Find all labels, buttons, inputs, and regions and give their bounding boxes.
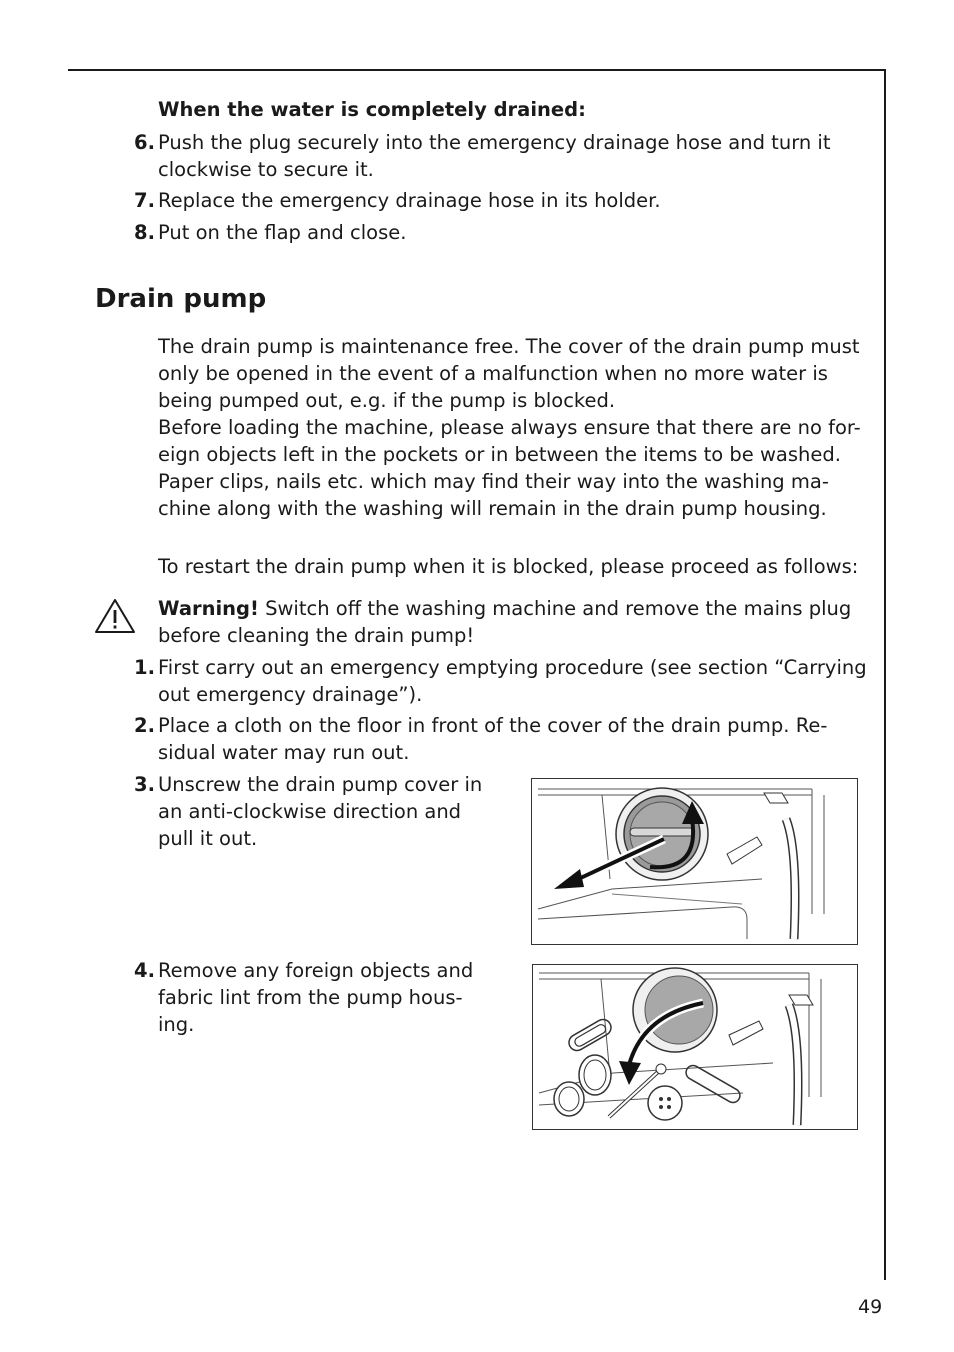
- step-number: 7.: [134, 189, 155, 212]
- warning-line: [158, 595, 851, 622]
- step-text: Push the plug securely into the emergency drainage hose and turn it: [158, 131, 831, 154]
- step-text: an anti-clockwise direction and: [158, 800, 462, 823]
- step-text: Remove any foreign objects and: [158, 959, 474, 982]
- figure-unscrew-cover: [531, 778, 858, 945]
- warning-text: Switch off the washing machine and remove the mains plug: [258, 597, 852, 620]
- intro-line: Paper clips, nails etc. which may find their way into the washing ma-: [158, 470, 829, 493]
- step-text: fabric lint from the pump hous-: [158, 986, 463, 1009]
- step-number: 3.: [134, 773, 155, 796]
- step-number: 8.: [134, 221, 155, 244]
- step-text: sidual water may run out.: [158, 741, 410, 764]
- step-number: 6.: [134, 131, 155, 154]
- restart-text: To restart the drain pump when it is blocked, please proceed as follows:: [158, 555, 859, 578]
- remove-objects-illustration: [533, 965, 857, 1129]
- intro-line: eign objects left in the pockets or in between the items to be washed.: [158, 443, 841, 466]
- warning-triangle-icon: [94, 598, 136, 634]
- figure-remove-objects: [532, 964, 858, 1130]
- step-number: 1.: [134, 656, 155, 679]
- right-rule: [884, 70, 886, 1280]
- intro-line: only be opened in the event of a malfunction when no more water is: [158, 362, 828, 385]
- warning-line-2: before cleaning the drain pump!: [158, 624, 475, 647]
- step-number: 4.: [134, 959, 155, 982]
- warning-label: Warning!: [158, 597, 259, 620]
- step-text: Unscrew the drain pump cover in: [158, 773, 483, 796]
- step-text: out emergency drainage”).: [158, 683, 423, 706]
- step-text: Put on the flap and close.: [158, 221, 407, 244]
- step-text: pull it out.: [158, 827, 258, 850]
- step-text: clockwise to secure it.: [158, 158, 374, 181]
- page-number: 49: [858, 1296, 883, 1318]
- step-text: Replace the emergency drainage hose in its holder.: [158, 189, 661, 212]
- step-text: ing.: [158, 1013, 195, 1036]
- section-title: Drain pump: [95, 284, 267, 314]
- step-text: First carry out an emergency emptying procedure (see section “Carrying: [158, 656, 867, 679]
- top-rule: [68, 69, 886, 71]
- intro-line: Before loading the machine, please always ensure that there are no for-: [158, 416, 861, 439]
- step-text: Place a cloth on the floor in front of the cover of the drain pump. Re-: [158, 714, 828, 737]
- step-number: 2.: [134, 714, 155, 737]
- intro-line: The drain pump is maintenance free. The cover of the drain pump must: [158, 335, 860, 358]
- subheading: When the water is completely drained:: [158, 98, 586, 121]
- intro-line: chine along with the washing will remain in the drain pump housing.: [158, 497, 827, 520]
- unscrew-illustration: [532, 779, 857, 944]
- intro-line: being pumped out, e.g. if the pump is blocked.: [158, 389, 616, 412]
